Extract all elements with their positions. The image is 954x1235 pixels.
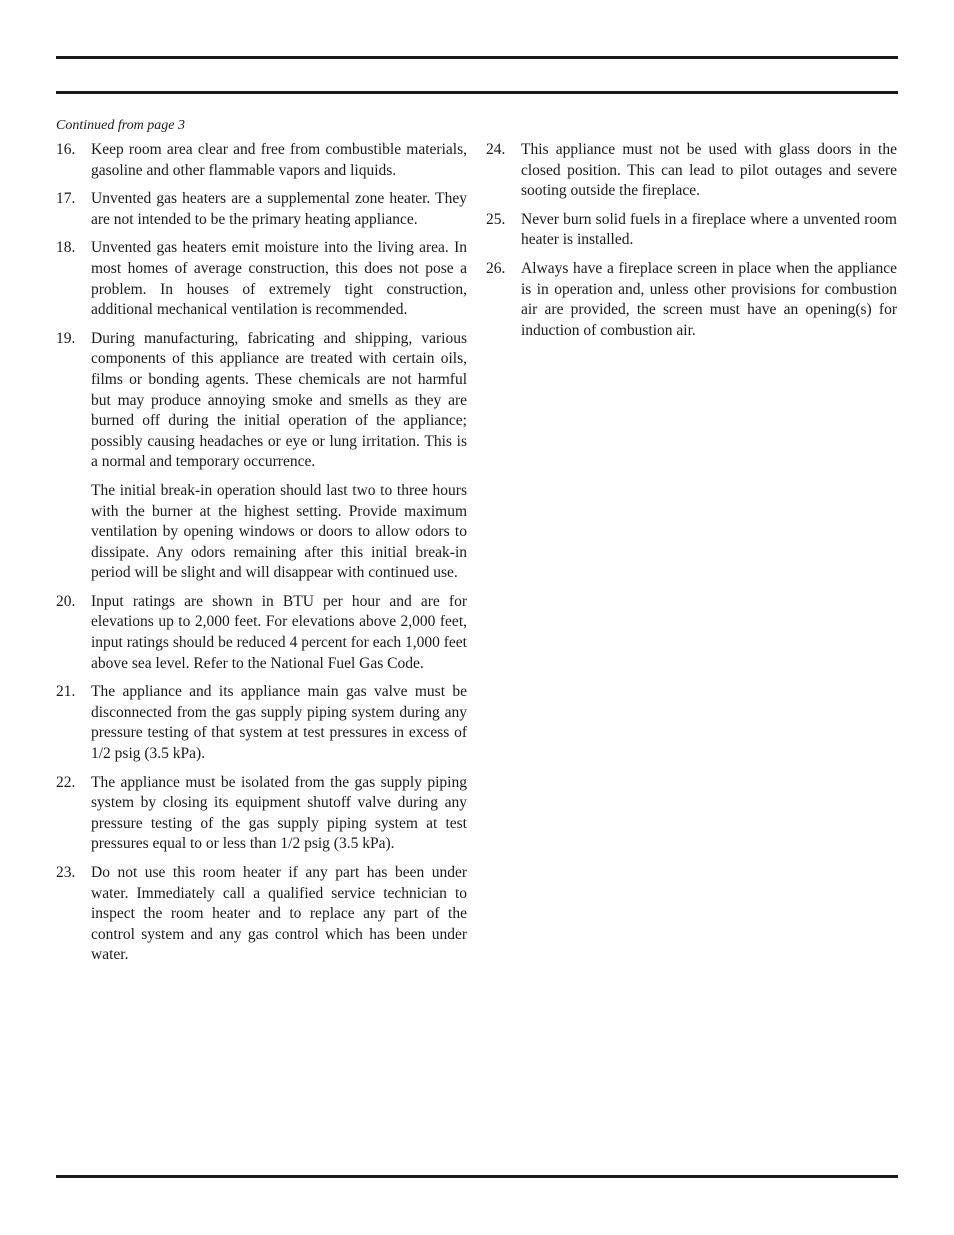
header-rule-bottom [56, 91, 898, 94]
item-paragraph: Never burn solid fuels in a fireplace where a unvented room heater is installed. [521, 210, 897, 249]
item-number: 19. [56, 329, 76, 347]
list-item [486, 140, 897, 202]
list-item [56, 238, 467, 320]
item-paragraph: Unvented gas heaters are a supplemental zone heater. They are not intended to be the primary heating appliance. [91, 190, 467, 228]
item-paragraph: Input ratings are shown in BTU per hour and are for elevations up to 2,000 feet. For elevations above 2,000 feet, input ratings should be reduced 4 percent for each 1,000 feet above sea level. Refer to the National Fuel Gas Code. [91, 592, 467, 672]
list-item [486, 259, 897, 341]
list-item [56, 329, 467, 584]
continued-note: Continued from page 3 [56, 118, 185, 133]
list-item [56, 682, 467, 764]
item-paragraph: The initial break-in operation should last two to three hours with the burner at the highest setting. Provide maximum ventilation by opening windows or doors to allow odors to dissipate. Any odors remaining after this initial break-in period will be slight and will disappear with continued use. [91, 481, 467, 582]
item-number: 24. [486, 141, 506, 158]
header-rule-top [56, 56, 898, 59]
item-number: 16. [56, 141, 76, 158]
list-item [56, 773, 467, 855]
item-number: 22. [56, 773, 76, 791]
list-item [56, 189, 467, 230]
item-number: 25. [486, 210, 506, 228]
item-paragraph: Always have a fireplace screen in place when the appliance is in operation and, unless other provisions for combustion air are provided, the screen must have an opening(s) for induction of combustion air. [521, 259, 897, 339]
item-number: 21. [56, 683, 76, 701]
item-paragraph: Do not use this room heater if any part has been under water. Immediately call a qualified service technician to inspect the room heater and to replace any part of the control system and any gas control which has been under water. [91, 864, 467, 964]
list-item [56, 592, 467, 674]
item-paragraph: Keep room area clear and free from combustible materials, gasoline and other flammable vapors and liquids. [91, 141, 467, 179]
item-paragraph: The appliance and its appliance main gas valve must be disconnected from the gas supply piping system during any pressure testing of that system at test pressures in excess of 1/2 psig (3.5 kPa). [91, 683, 467, 763]
item-number: 23. [56, 864, 76, 881]
item-number: 20. [56, 592, 76, 610]
item-paragraph: Unvented gas heaters emit moisture into the living area. In most homes of average construction, this does not pose a problem. In houses of extremely tight construction, additional mechanical ventilation is recommended. [91, 239, 467, 319]
right-column [486, 140, 897, 349]
item-paragraph: This appliance must not be used with glass doors in the closed position. This can lead to pilot outages and severe sooting outside the fireplace. [521, 141, 897, 200]
footer-rule [56, 1175, 898, 1178]
item-paragraph: The appliance must be isolated from the gas supply piping system by closing its equipment shutoff valve during any pressure testing of the gas supply piping system at test pressures equal to or less than 1/2 psig (3.5 kPa). [91, 773, 467, 853]
left-column [56, 140, 467, 974]
item-paragraph: During manufacturing, fabricating and shipping, various components of this appliance are treated with certain oils, films or bonding agents. These chemicals are not harmful but may produce annoying smoke and smells as they are burned off during the initial operation of the appliance; possibly causing headaches or eye or lung irritation. This is a normal and temporary occurrence. [91, 329, 467, 471]
item-number: 17. [56, 190, 76, 208]
list-item [486, 210, 897, 251]
list-item [56, 140, 467, 181]
item-number: 26. [486, 259, 506, 277]
item-number: 18. [56, 239, 76, 257]
list-item [56, 863, 467, 966]
